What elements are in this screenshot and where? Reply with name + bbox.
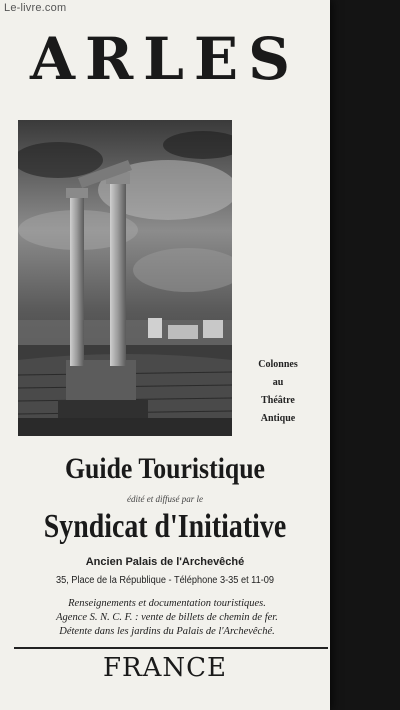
info-line: Agence S. N. C. F. : vente de billets de chemin de fer. (56, 612, 278, 623)
country-label: FRANCE (102, 653, 227, 683)
cover-title: ARLES (29, 25, 301, 93)
caption-line: au (272, 377, 284, 388)
theatre-photo (18, 120, 232, 436)
info-line: Renseignements et documentation touristiques. (68, 598, 266, 609)
info-line: Détente dans les jardins du Palais de l'Archevêché. (59, 626, 275, 637)
caption-line: Colonnes (258, 359, 298, 370)
divider (14, 647, 328, 649)
location-name: Ancien Palais de l'Archevêché (85, 556, 245, 568)
watermark-label: Le-livre.com (4, 2, 67, 14)
photo-caption (238, 356, 318, 428)
guide-title: Guide Touristique (64, 452, 266, 485)
caption-line: Antique (260, 413, 296, 424)
columns-illustration (18, 120, 232, 436)
caption-line: Théâtre (261, 395, 295, 406)
organization-name: Syndicat d'Initiative (43, 508, 287, 545)
info-block (14, 597, 320, 639)
edited-by-line: édité et diffusé par le (127, 494, 203, 504)
address-line: 35, Place de la République - Téléphone 3-35 et 11-09 (55, 575, 275, 586)
